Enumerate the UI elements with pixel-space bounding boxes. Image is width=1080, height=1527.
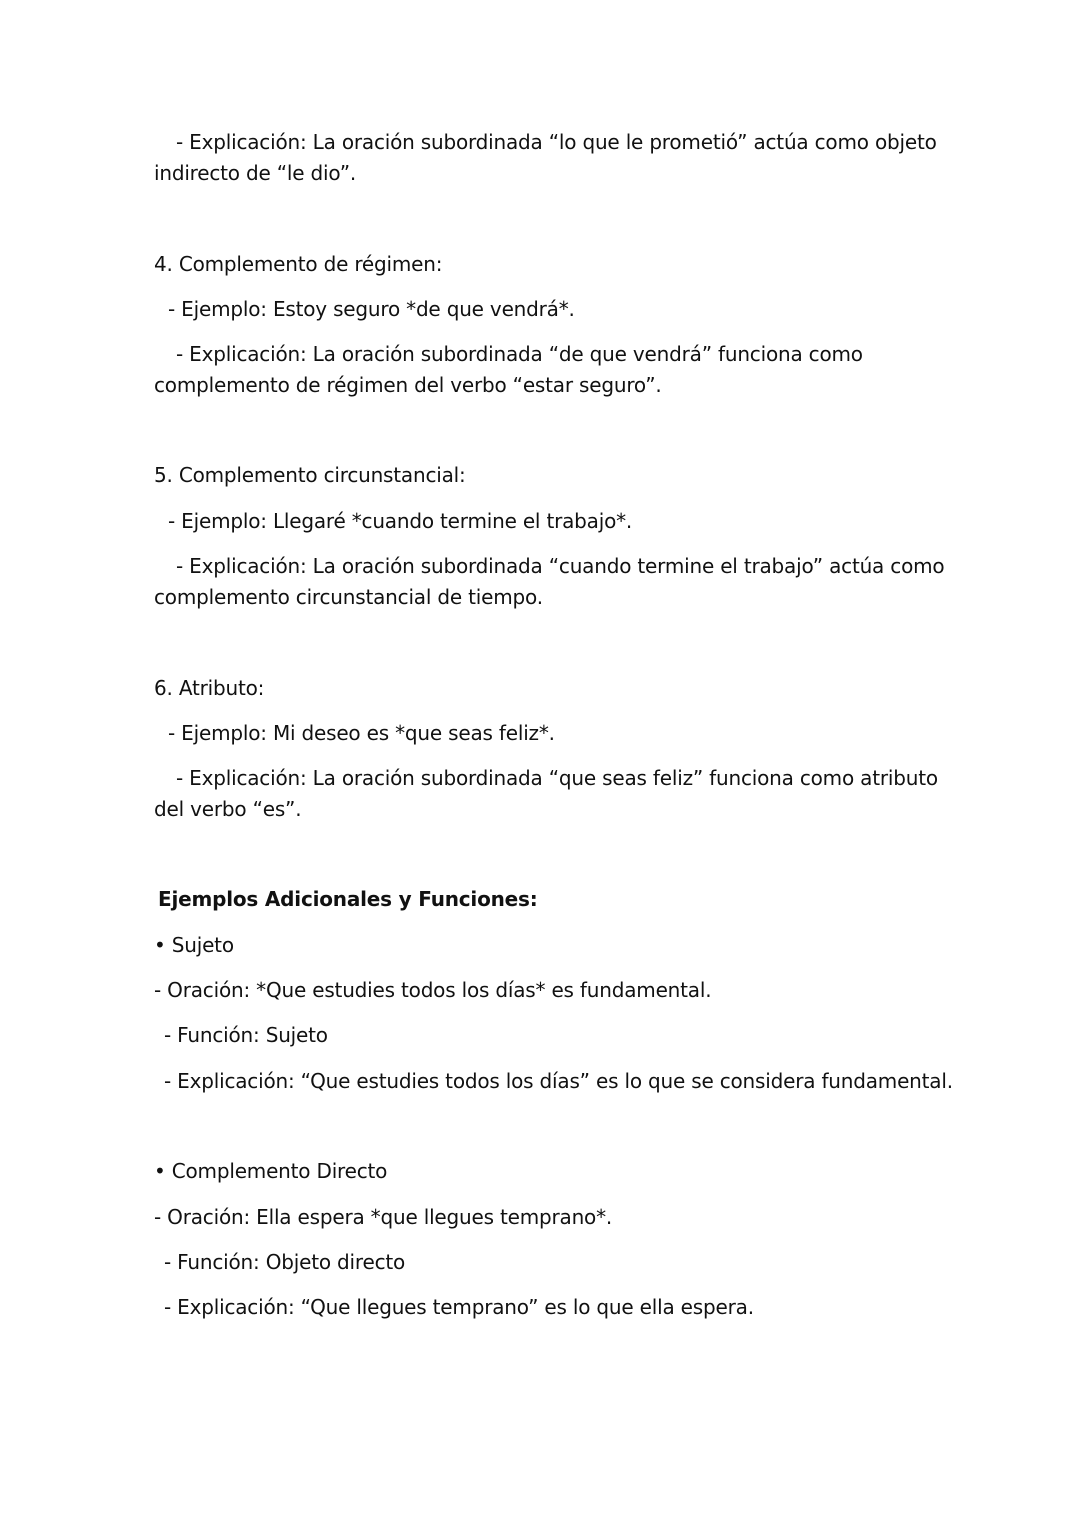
explanation-line-5: - Explicación: La oración subordinada “cuando termine el trabajo” actúa como	[176, 554, 945, 578]
sujeto-oracion: - Oración: *Que estudies todos los días* es fundamental.	[154, 978, 712, 1002]
explanation-line-5-cont: complemento circunstancial de tiempo.	[154, 585, 543, 609]
explanation-line-6: - Explicación: La oración subordinada “que seas feliz” funciona como atributo	[176, 766, 938, 790]
heading-complemento-circunstancial: 5. Complemento circunstancial:	[154, 463, 466, 487]
complemento-directo-explicacion: - Explicación: “Que llegues temprano” es lo que ella espera.	[164, 1295, 754, 1319]
bullet-complemento-directo: • Complemento Directo	[154, 1159, 388, 1183]
sujeto-explicacion: - Explicación: “Que estudies todos los días” es lo que se considera fundamental.	[164, 1069, 953, 1093]
section-heading-ejemplos-adicionales: Ejemplos Adicionales y Funciones:	[158, 887, 538, 911]
explanation-line-3: - Explicación: La oración subordinada “lo que le prometió” actúa como objeto	[176, 130, 937, 154]
example-line-5: - Ejemplo: Llegaré *cuando termine el trabajo*.	[168, 509, 633, 533]
sujeto-funcion: - Función: Sujeto	[164, 1023, 328, 1047]
explanation-line-3-cont: indirecto de “le dio”.	[154, 161, 357, 185]
complemento-directo-funcion: - Función: Objeto directo	[164, 1250, 406, 1274]
example-line-4: - Ejemplo: Estoy seguro *de que vendrá*.	[168, 297, 575, 321]
heading-atributo: 6. Atributo:	[154, 676, 265, 700]
heading-complemento-regimen: 4. Complemento de régimen:	[154, 252, 443, 276]
complemento-directo-oracion: - Oración: Ella espera *que llegues temprano*.	[154, 1205, 613, 1229]
example-line-6: - Ejemplo: Mi deseo es *que seas feliz*.	[168, 721, 555, 745]
explanation-line-4-cont: complemento de régimen del verbo “estar seguro”.	[154, 373, 662, 397]
explanation-line-6-cont: del verbo “es”.	[154, 797, 302, 821]
bullet-sujeto: • Sujeto	[154, 933, 234, 957]
explanation-line-4: - Explicación: La oración subordinada “de que vendrá” funciona como	[176, 342, 863, 366]
